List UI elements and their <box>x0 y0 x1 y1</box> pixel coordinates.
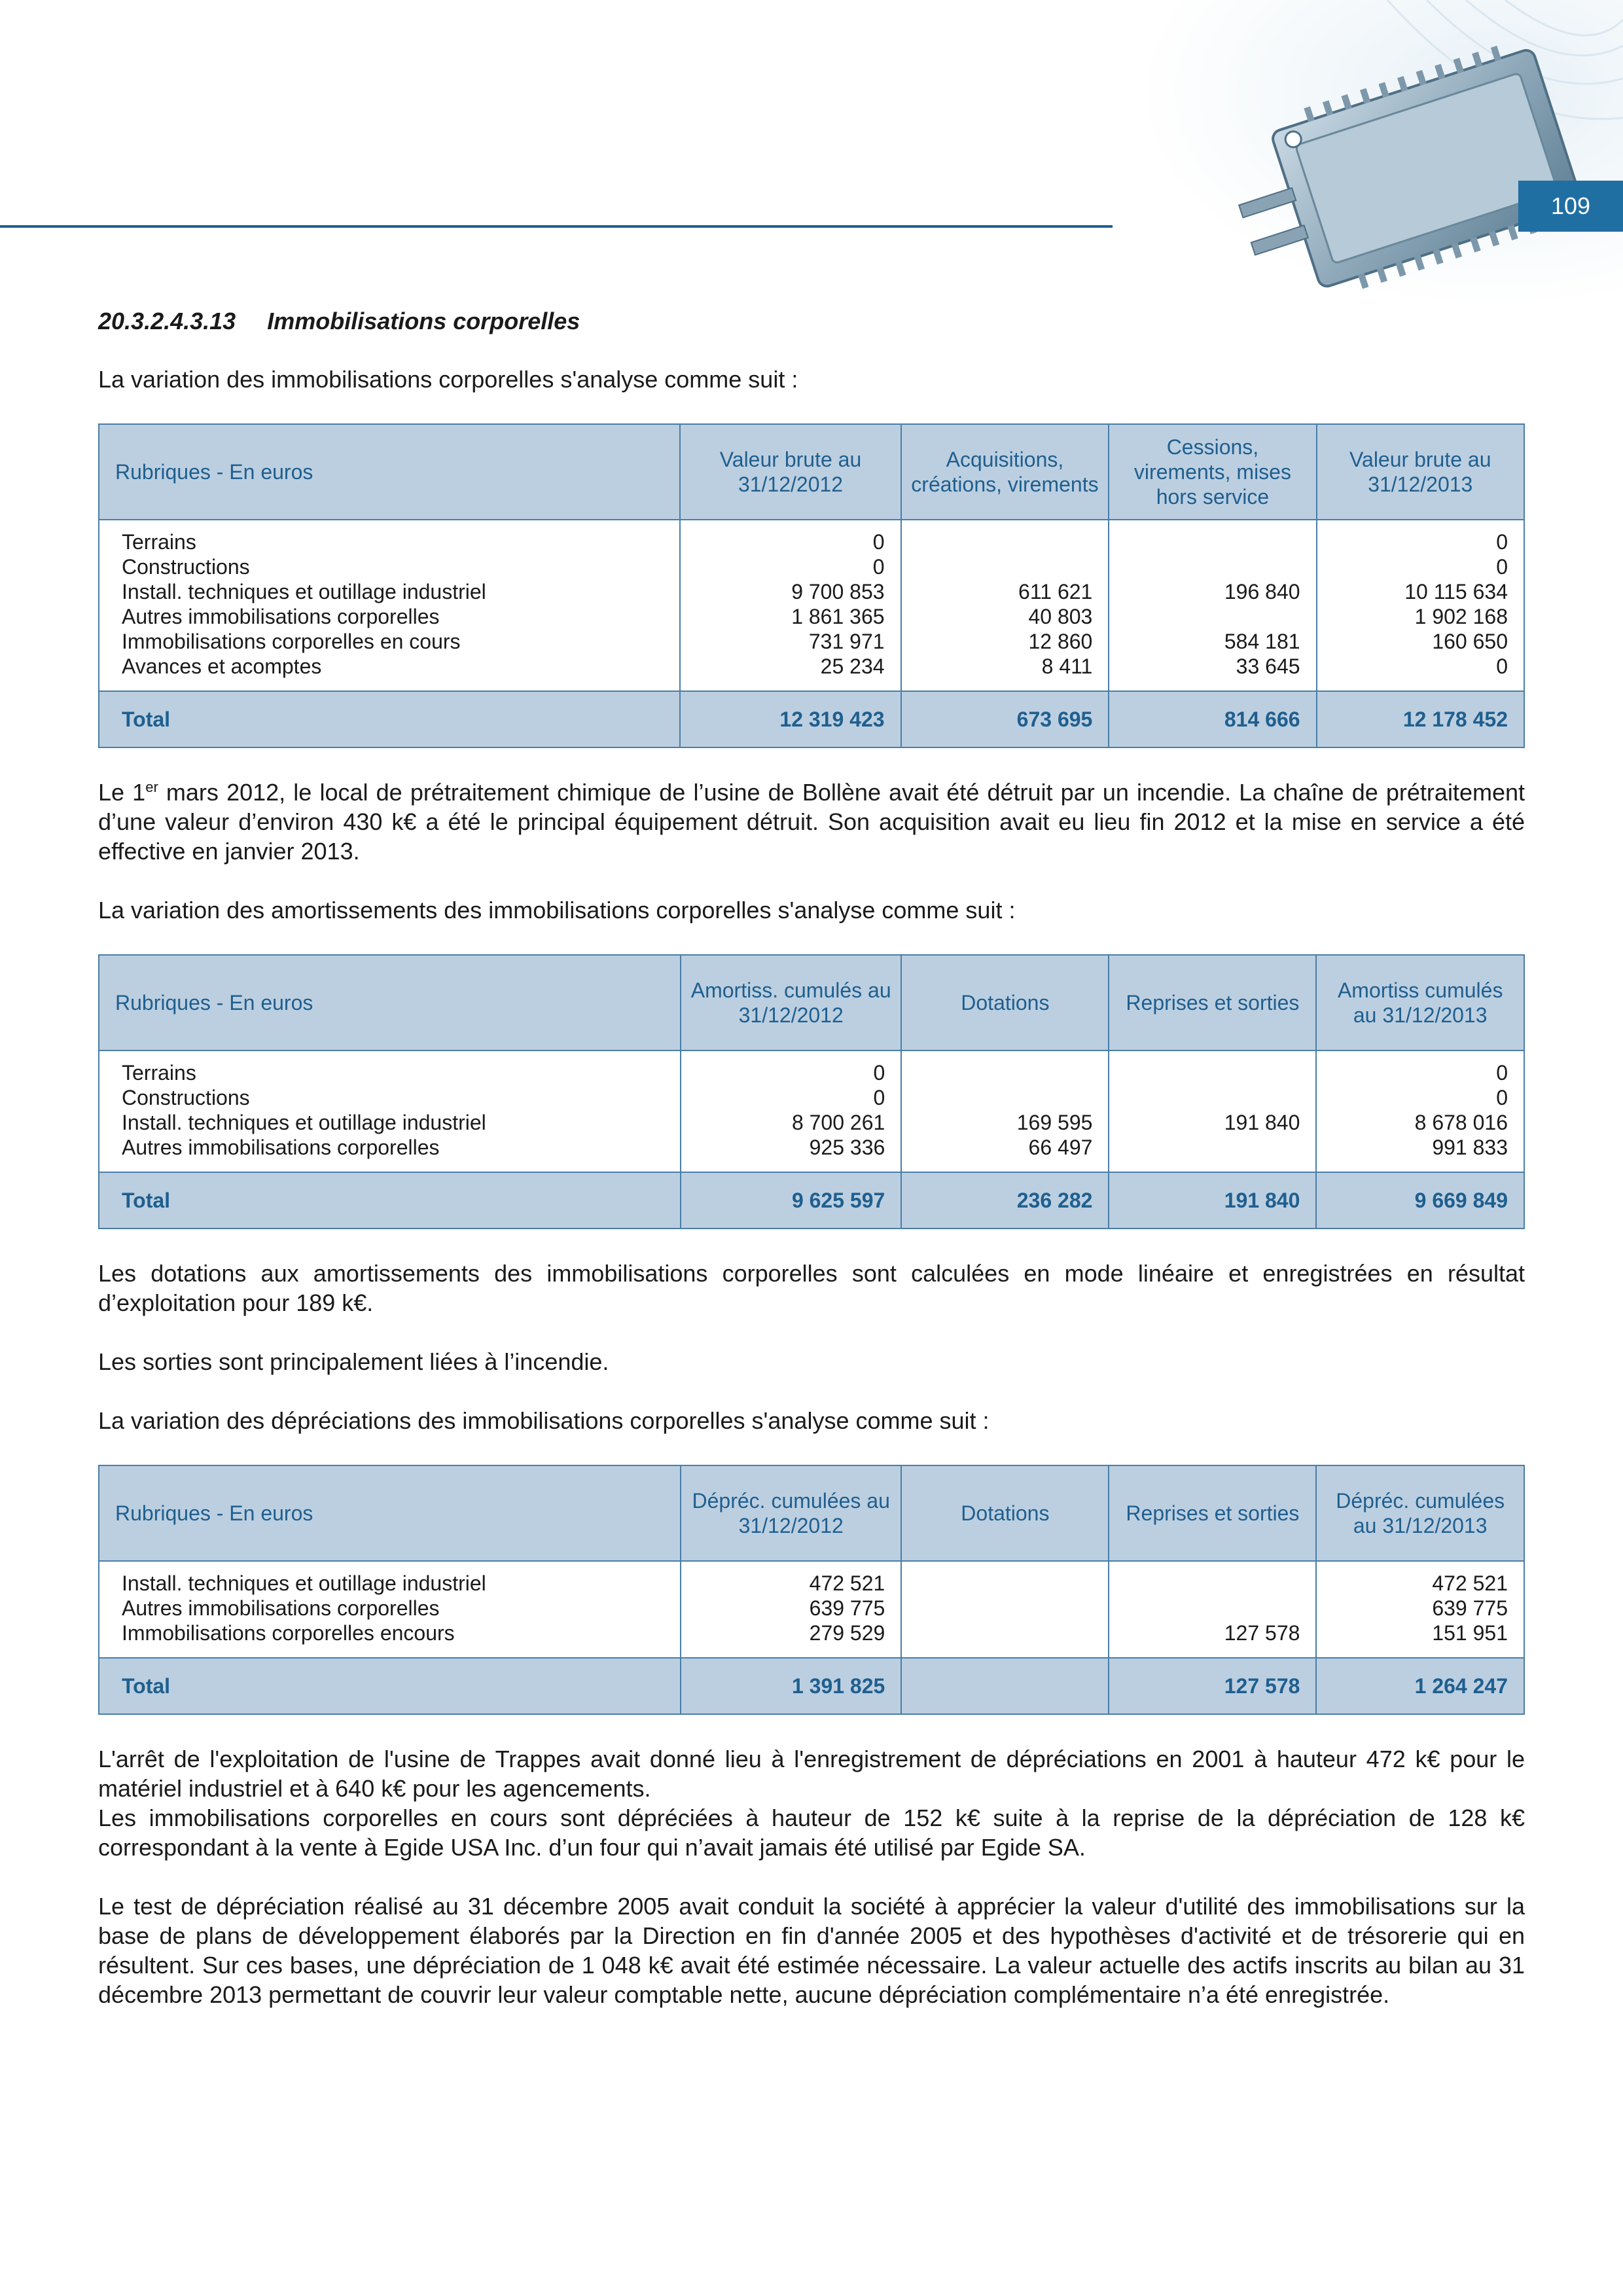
cell: 33 645 <box>1109 654 1316 691</box>
paragraph-impairment-test: Le test de dépréciation réalisé au 31 décembre 2005 avait conduit la société à apprécier la valeur d'utilité des immobilisations sur la base de plans de développement élaborés par la Direction en fin d'année 2005 et des hypothèses d'activité et de trésorerie qui en résultent. Sur ces bases, une dépréciation de 1 048 k€ avait été estimée nécessaire. La valeur actuelle des actifs inscrits au bilan au 31 décembre 2013 permettant de couvrir leur valeur comptable nette, aucune dépréciation complémentaire n’a été enregistrée. <box>98 1893 1525 2008</box>
cell <box>1109 1561 1316 1596</box>
total-cell <box>901 1658 1109 1714</box>
cell: 127 578 <box>1109 1621 1316 1658</box>
section-number: 20.3.2.4.3.13 <box>98 308 236 334</box>
table-row <box>99 1135 1524 1172</box>
total-cell: 1 391 825 <box>681 1658 901 1714</box>
paragraph-bollene <box>98 778 1525 866</box>
row-label: Install. techniques et outillage industriel <box>99 579 680 604</box>
total-label: Total <box>99 1658 681 1714</box>
table-depreciation <box>98 954 1525 1229</box>
cell: 1 902 168 <box>1317 604 1524 629</box>
total-row <box>99 1172 1524 1229</box>
total-cell: 191 840 <box>1109 1172 1316 1229</box>
table-row <box>99 1050 1524 1085</box>
table-row <box>99 579 1524 604</box>
cell: 10 115 634 <box>1317 579 1524 604</box>
row-label: Constructions <box>99 554 680 579</box>
page-content <box>98 308 1525 2009</box>
cell <box>901 1085 1109 1110</box>
cell: 584 181 <box>1109 629 1316 654</box>
cell: 0 <box>1317 520 1524 554</box>
cell: 0 <box>1317 654 1524 691</box>
row-label: Autres immobilisations corporelles <box>99 604 680 629</box>
cell: 40 803 <box>901 604 1109 629</box>
column-header: Dépréc. cumulées au 31/12/2013 <box>1316 1465 1524 1561</box>
total-label: Total <box>99 1172 681 1229</box>
text-fragment: mars 2012, le local de prétraitement chimique de l’usine de Bollène avait été détruit par un incendie. La chaîne de prétraitement d’une valeur d’environ 430 k€ a été le principal équipement détruit. Son acquisition avait eu lieu fin 2012 et la mise en service a été effective en janvier 2013. <box>98 779 1525 865</box>
cell: 196 840 <box>1109 579 1316 604</box>
component-illustration <box>1113 0 1623 308</box>
cell <box>901 1050 1109 1085</box>
cell: 731 971 <box>680 629 901 654</box>
total-cell: 673 695 <box>901 691 1109 747</box>
row-label: Install. techniques et outillage industriel <box>99 1561 681 1596</box>
section-heading <box>98 308 1525 335</box>
paragraph-sorties: Les sorties sont principalement liées à l’incendie. <box>98 1348 609 1375</box>
column-header: Valeur brute au 31/12/2012 <box>680 424 901 520</box>
cell <box>1109 1135 1316 1172</box>
cell <box>901 1621 1109 1658</box>
paragraph-dotations: Les dotations aux amortissements des immobilisations corporelles sont calculées en mode linéaire et enregistrées en résultat d’exploitation pour 189 k€. <box>98 1260 1525 1316</box>
column-header: Reprises et sorties <box>1109 955 1316 1050</box>
total-cell: 9 669 849 <box>1316 1172 1524 1229</box>
cell: 0 <box>680 520 901 554</box>
total-row <box>99 691 1524 747</box>
total-cell: 127 578 <box>1109 1658 1316 1714</box>
column-header: Cessions, virements, mises hors service <box>1109 424 1316 520</box>
table-row <box>99 1596 1524 1621</box>
cell: 8 678 016 <box>1316 1110 1524 1135</box>
column-header: Acquisitions, créations, virements <box>901 424 1109 520</box>
cell: 472 521 <box>681 1561 901 1596</box>
row-label: Install. techniques et outillage industriel <box>99 1110 681 1135</box>
cell: 0 <box>681 1050 901 1085</box>
row-label: Constructions <box>99 1085 681 1110</box>
cell <box>1109 554 1316 579</box>
cell <box>901 1561 1109 1596</box>
cell: 1 861 365 <box>680 604 901 629</box>
cell: 191 840 <box>1109 1110 1316 1135</box>
paragraph-trappes: L'arrêt de l'exploitation de l'usine de Trappes avait donné lieu à l'enregistrement de dépréciations en 2001 à hauteur 472 k€ pour le matériel industriel et à 640 k€ pour les agencements. <box>98 1746 1525 1802</box>
cell: 66 497 <box>901 1135 1109 1172</box>
row-label: Immobilisations corporelles en cours <box>99 629 680 654</box>
intro-gross-values: La variation des immobilisations corporelles s'analyse comme suit : <box>98 366 798 393</box>
cell: 0 <box>680 554 901 579</box>
table-row <box>99 1110 1524 1135</box>
cell: 639 775 <box>681 1596 901 1621</box>
header-rule <box>0 225 1113 228</box>
row-label: Terrains <box>99 1050 681 1085</box>
cell: 991 833 <box>1316 1135 1524 1172</box>
total-cell: 12 319 423 <box>680 691 901 747</box>
cell: 9 700 853 <box>680 579 901 604</box>
cell: 12 860 <box>901 629 1109 654</box>
row-label: Terrains <box>99 520 680 554</box>
cell <box>1109 1085 1316 1110</box>
table-row <box>99 554 1524 579</box>
cell: 8 700 261 <box>681 1110 901 1135</box>
total-cell: 1 264 247 <box>1316 1658 1524 1714</box>
section-title: Immobilisations corporelles <box>267 308 580 334</box>
total-cell: 12 178 452 <box>1317 691 1524 747</box>
row-label: Autres immobilisations corporelles <box>99 1135 681 1172</box>
cell: 25 234 <box>680 654 901 691</box>
cell: 8 411 <box>901 654 1109 691</box>
total-row <box>99 1658 1524 1714</box>
column-header: Valeur brute au 31/12/2013 <box>1317 424 1524 520</box>
cell: 279 529 <box>681 1621 901 1658</box>
intro-impairment: La variation des dépréciations des immobilisations corporelles s'analyse comme suit : <box>98 1407 990 1434</box>
total-label: Total <box>99 691 680 747</box>
column-header: Dépréc. cumulées au 31/12/2012 <box>681 1465 901 1561</box>
table-row <box>99 1621 1524 1658</box>
table-row <box>99 1561 1524 1596</box>
table-row <box>99 654 1524 691</box>
superscript: er <box>145 779 158 795</box>
total-cell: 814 666 <box>1109 691 1316 747</box>
cell: 169 595 <box>901 1110 1109 1135</box>
cell: 0 <box>681 1085 901 1110</box>
cell <box>1109 1050 1316 1085</box>
cell: 0 <box>1317 554 1524 579</box>
cell: 0 <box>1316 1085 1524 1110</box>
page-number: 109 <box>1518 181 1623 232</box>
table-gross-values <box>98 423 1525 748</box>
row-label: Autres immobilisations corporelles <box>99 1596 681 1621</box>
column-header: Dotations <box>901 955 1109 1050</box>
table-row <box>99 629 1524 654</box>
cell: 472 521 <box>1316 1561 1524 1596</box>
column-header: Reprises et sorties <box>1109 1465 1316 1561</box>
column-header: Amortiss cumulés au 31/12/2013 <box>1316 955 1524 1050</box>
cell: 925 336 <box>681 1135 901 1172</box>
row-label: Avances et acomptes <box>99 654 680 691</box>
total-cell: 9 625 597 <box>681 1172 901 1229</box>
column-header: Amortiss. cumulés au 31/12/2012 <box>681 955 901 1050</box>
cell <box>1109 1596 1316 1621</box>
total-cell: 236 282 <box>901 1172 1109 1229</box>
intro-depreciation: La variation des amortissements des immobilisations corporelles s'analyse comme suit : <box>98 897 1016 924</box>
text-fragment: Le 1 <box>98 779 146 806</box>
cell: 611 621 <box>901 579 1109 604</box>
column-header: Dotations <box>901 1465 1109 1561</box>
table-row <box>99 520 1524 554</box>
column-header: Rubriques - En euros <box>99 424 680 520</box>
cell: 151 951 <box>1316 1621 1524 1658</box>
table-row <box>99 604 1524 629</box>
column-header: Rubriques - En euros <box>99 1465 681 1561</box>
table-row <box>99 1085 1524 1110</box>
cell <box>901 554 1109 579</box>
cell: 639 775 <box>1316 1596 1524 1621</box>
cell: 160 650 <box>1317 629 1524 654</box>
row-label: Immobilisations corporelles encours <box>99 1621 681 1658</box>
table-impairment <box>98 1465 1525 1715</box>
column-header: Rubriques - En euros <box>99 955 681 1050</box>
cell <box>1109 604 1316 629</box>
cell <box>1109 520 1316 554</box>
cell: 0 <box>1316 1050 1524 1085</box>
paragraph-encours: Les immobilisations corporelles en cours sont dépréciées à hauteur de 152 k€ suite à la reprise de la dépréciation de 128 k€ correspondant à la vente à Egide USA Inc. d’un four qui n’avait jamais été utilisé par Egide SA. <box>98 1804 1525 1861</box>
cell <box>901 1596 1109 1621</box>
cell <box>901 520 1109 554</box>
